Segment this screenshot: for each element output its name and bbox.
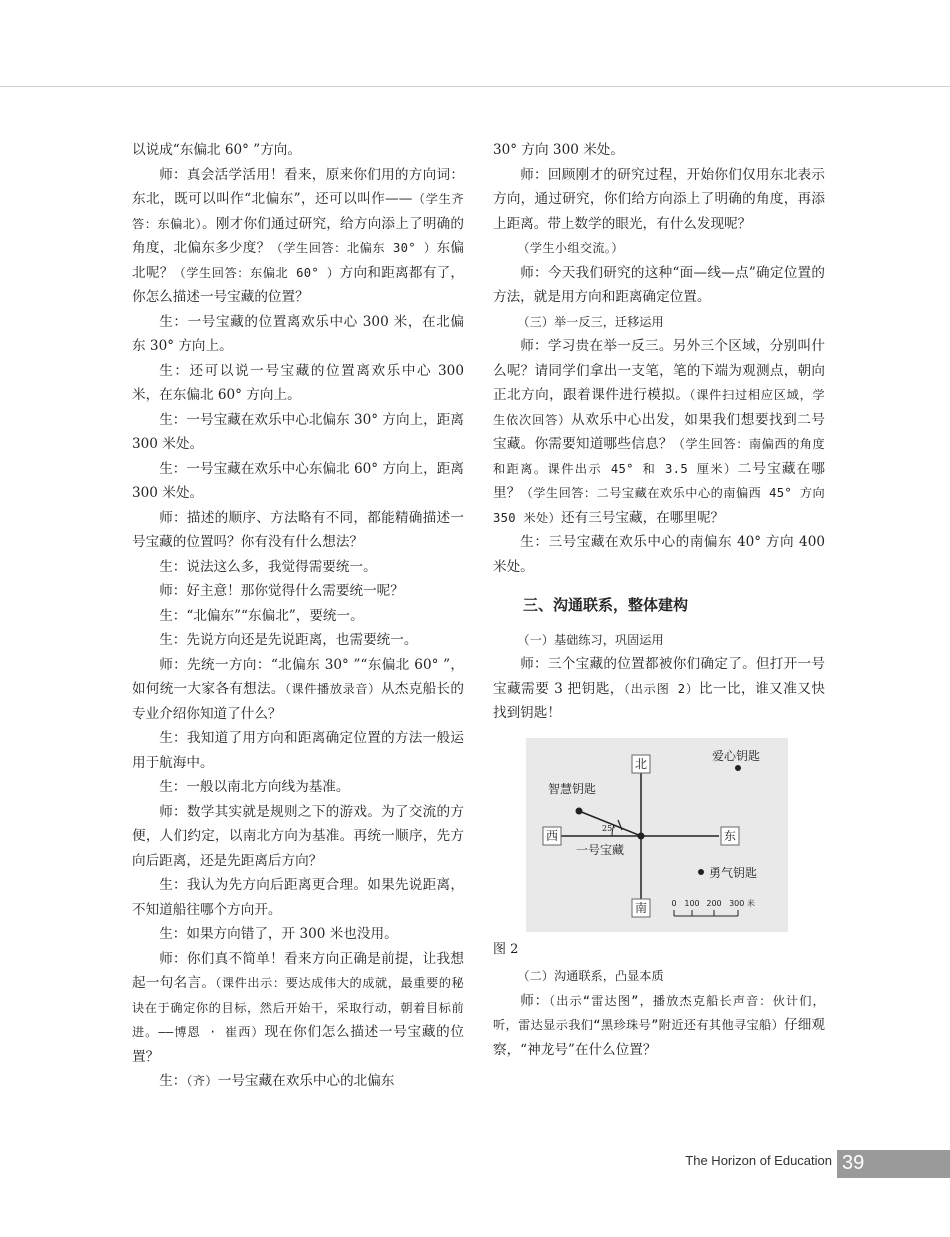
- subsection-heading: （三）举一反三，迁移运用: [517, 314, 664, 329]
- section-heading: 三、沟通联系，整体建构: [523, 596, 689, 614]
- paragraph: 师：（出示“雷达图”，播放杰克船长声音：伙计们，听，雷达显示我们“黑珍珠号”附近还有其他寻宝船）仔细观察，“神龙号”在什么位置？: [493, 992, 825, 1058]
- paragraph: 生：先说方向还是先说距离，也需要统一。: [159, 632, 418, 648]
- figure-caption: 图 2: [493, 941, 519, 957]
- scale-tick-label: 0: [671, 898, 677, 908]
- paragraph: 30° 方向 300 米处。: [493, 142, 624, 158]
- treasure-map-figure: [526, 738, 788, 932]
- paragraph: 生：一号宝藏的位置离欢乐中心 300 米，在北偏东 30° 方向上。: [132, 313, 464, 354]
- paragraph: 生：一般以南北方向线为基准。: [159, 779, 350, 795]
- paragraph: 生：我认为先方向后距离更合理。如果先说距离，不知道船往哪个方向开。: [132, 877, 464, 918]
- wisdom-key-label: 智慧钥匙: [548, 781, 597, 796]
- paragraph: 师：真会活学活用！看来，原来你们用的方向词：东北，既可以叫作“北偏东”，还可以叫作——（学生齐答：东偏北）。刚才你们通过研究，给方向添上了明确的角度，北偏东多少度？（学生回答：北偏东 30° ）东偏北呢？（学生回答：东偏北 60° ）方向和距离都有了，你怎么描述一号宝藏的位置？: [132, 166, 465, 305]
- paragraph: 师：先统一方向：“北偏东 30° ”“东偏北 60° ”，如何统一大家各有想法。（课件播放录音）从杰克船长的专业介绍你知道了什么？: [132, 656, 465, 722]
- origin-label: 一号宝藏: [576, 842, 625, 857]
- paragraph: 生：一号宝藏在欢乐中心东偏北 60° 方向上，距离 300 米处。: [132, 460, 464, 501]
- courage-key-label: 勇气钥匙: [709, 865, 758, 880]
- paragraph: 生：一号宝藏在欢乐中心北偏东 30° 方向上，距离 300 米处。: [132, 411, 464, 452]
- origin-point: [638, 832, 645, 839]
- love-key-point: [735, 765, 741, 771]
- paragraph: 师：三个宝藏的位置都被你们确定了。但打开一号宝藏需要 3 把钥匙，（出示图 2）比一比，谁又准又快找到钥匙！: [493, 656, 825, 721]
- paragraph: 师：学习贵在举一反三。另外三个区域，分别叫什么呢？请同学们拿出一支笔，笔的下端为观测点，朝向正北方向，跟着课件进行模拟。（课件扫过相应区域，学生依次回答）从欢乐中心出发，如果我们想要找到二号宝藏。你需要知道哪些信息？（学生回答：南偏西的角度和距离。课件出示 45° 和 3.5 厘米）二号宝藏在哪里？（学生回答：二号宝藏在欢乐中心的南偏西 45° 方向 350 米处）还有三号宝藏，在哪里呢？: [493, 338, 826, 526]
- scale-tick-label: 300 米: [729, 898, 755, 908]
- paragraph: 以说成“东偏北 60° ”方向。: [132, 142, 301, 158]
- paragraph: 师：回顾刚才的研究过程，开始你们仅用东北表示方向，通过研究，你们给方向添上了明确的角度，再添上距离。带上数学的眼光，有什么发现呢？: [493, 166, 825, 232]
- treasure-map-svg: [526, 738, 788, 932]
- paragraph: 生：说法这么多，我觉得需要统一。: [159, 558, 377, 575]
- page-number-box: [837, 1150, 950, 1178]
- scale-tick-label: 100: [684, 898, 700, 908]
- paragraph: 师：数学其实就是规则之下的游戏。为了交流的方便，人们约定，以南北方向为基准。再统一顺序，先方向后距离，还是先距离后方向？: [132, 803, 464, 869]
- paragraph: 师：你们真不简单！看来方向正确是前提，让我想起一句名言。（课件出示：要达成伟大的成就，最重要的秘诀在于确定你的目标，然后开始干，采取行动，朝着目标前进。——博恩 · 崔西）现在你们怎么描述一号宝藏的位置？: [132, 950, 465, 1065]
- paragraph: 生：“北偏东”“东偏北”，要统一。: [159, 607, 364, 624]
- header-rule: [0, 86, 950, 87]
- subsection-heading: （二）沟通联系，凸显本质: [517, 969, 664, 983]
- paragraph: 师：好主意！那你觉得什么需要统一呢？: [159, 583, 404, 599]
- love-key-label: 爱心钥匙: [712, 748, 761, 763]
- paragraph: 师：今天我们研究的这种“面—线—点”确定位置的方法，就是用方向和距离确定位置。: [493, 264, 825, 305]
- scale-tick-label: 200: [706, 898, 722, 908]
- west-label: 西: [545, 828, 559, 843]
- page-number: 39: [842, 1152, 865, 1174]
- right-column: [493, 138, 825, 1062]
- subsection-heading: （一）基础练习，巩固运用: [517, 632, 664, 647]
- distance-tick: [618, 820, 622, 830]
- journal-name: The Horizon of Education: [685, 1153, 832, 1168]
- paragraph: 生：三号宝藏在欢乐中心的南偏东 40° 方向 400 米处。: [493, 534, 825, 575]
- paragraph: 生：还可以说一号宝藏的位置离欢乐中心 300 米，在东偏北 60° 方向上。: [132, 362, 464, 403]
- paragraph: 生：（齐）一号宝藏在欢乐中心的北偏东: [159, 1073, 395, 1089]
- north-label: 北: [634, 756, 648, 771]
- wisdom-key-point: [576, 807, 583, 814]
- courage-key-point: [698, 869, 704, 875]
- angle-label: 25°: [602, 823, 617, 833]
- paragraph: 生：我知道了用方向和距离确定位置的方法一般运用于航海中。: [132, 730, 464, 771]
- south-label: 南: [634, 900, 648, 915]
- paragraph: （学生小组交流。）: [517, 241, 624, 255]
- left-column: [132, 138, 464, 1094]
- east-label: 东: [723, 828, 737, 843]
- paragraph: 生：如果方向错了，开 300 米也没用。: [159, 926, 398, 942]
- paragraph: 师：描述的顺序、方法略有不同，都能精确描述一号宝藏的位置吗？你有没有什么想法？: [132, 509, 464, 550]
